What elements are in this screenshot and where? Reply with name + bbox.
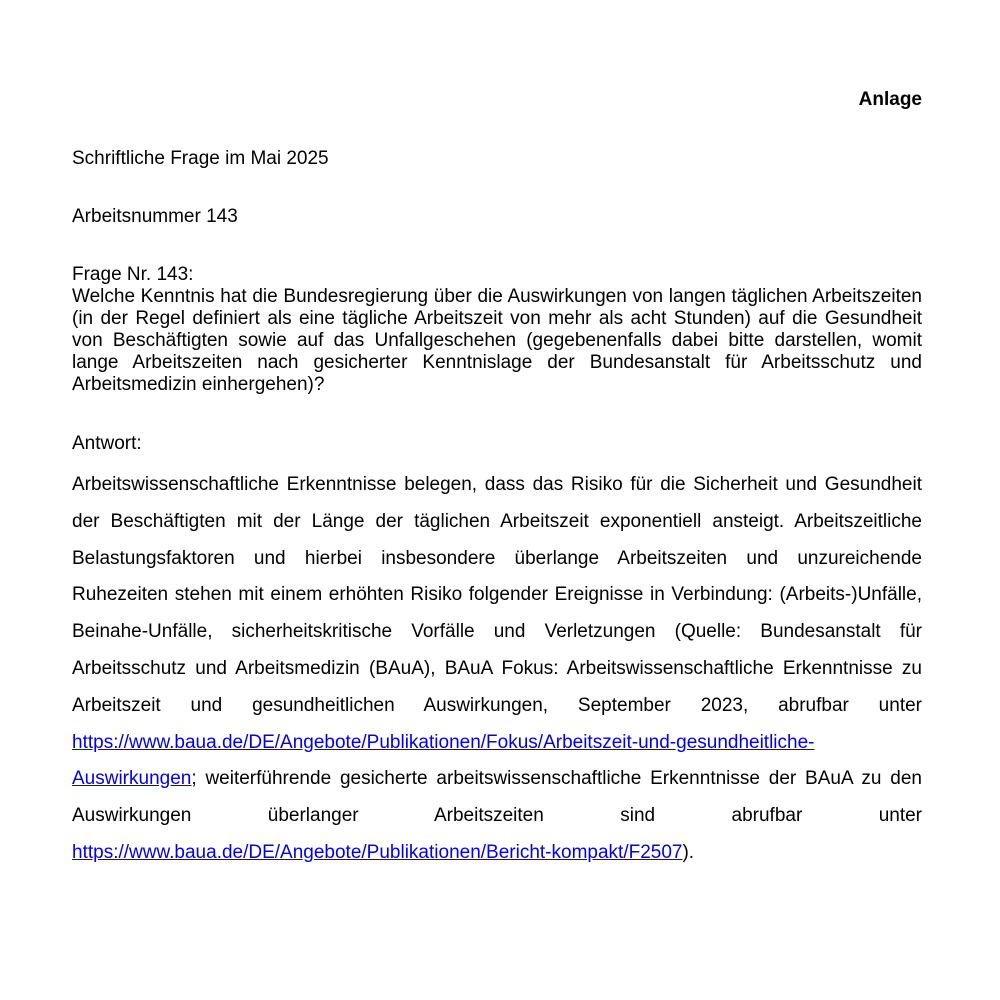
answer-part-3: ). [682, 841, 695, 863]
frage-title: Schriftliche Frage im Mai 2025 [72, 148, 329, 169]
document-page [72, 0, 922, 1000]
arbeitsnummer: Arbeitsnummer 143 [72, 206, 238, 227]
answer-part-1: Arbeitswissenschaftliche Erkenntnisse belegen, dass das Risiko für die Sicherheit und Gesundheit der Beschäftigten mit der Länge der täglichen Arbeitszeit exponentiell ansteigt. Arbeitszeitliche Belastungsfaktoren und hierbei insbesondere überlange Arbeitszeiten und unzureichende Ruhezeiten stehen mit einem erhöhten Risiko folgender Ereignisse in Verbindung: (Arbeits-)Unfälle, Beinahe-Unfälle, sicherheitskritische Vorfälle und Verletzungen (Quelle: Bundesanstalt für Arbeitsschutz und Arbeitsmedizin (BAuA), BAuA Fokus: Arbeitswissenschaftliche Erkenntnisse zu Arbeitszeit und gesundheitlichen Auswirkungen, September 2023, abrufbar unter [72, 474, 922, 716]
answer-text [72, 467, 922, 872]
bericht-link[interactable]: https://www.baua.de/DE/Angebote/Publikationen/Bericht-kompakt/F2507 [72, 841, 683, 863]
question-text: Welche Kenntnis hat die Bundesregierung über die Auswirkungen von langen täglichen Arbeitszeiten (in der Regel definiert als eine tägliche Arbeitszeit von mehr als acht Stunden) auf die Gesundheit von Beschäftigten sowie auf das Unfallgeschehen (gegebenenfalls dabei bitte darstellen, womit lange Arbeitszeiten nach gesicherter Kenntnislage der Bundesanstalt für Arbeitsschutz und Arbeitsmedizin einhergehen)? [72, 286, 922, 395]
answer-part-2: ; weiterführende gesicherte arbeitswissenschaftliche Erkenntnisse der BAuA zu den Auswirkungen überlanger Arbeitszeiten sind abrufbar unter [72, 768, 922, 827]
question-label: Frage Nr. 143: [72, 264, 194, 285]
anlage-heading: Anlage [858, 89, 922, 110]
answer-label: Antwort: [72, 433, 142, 454]
fokus-link[interactable]: https://www.baua.de/DE/Angebote/Publikationen/Fokus/Arbeitszeit-und-gesundheitliche-Auswirkungen [72, 731, 815, 790]
